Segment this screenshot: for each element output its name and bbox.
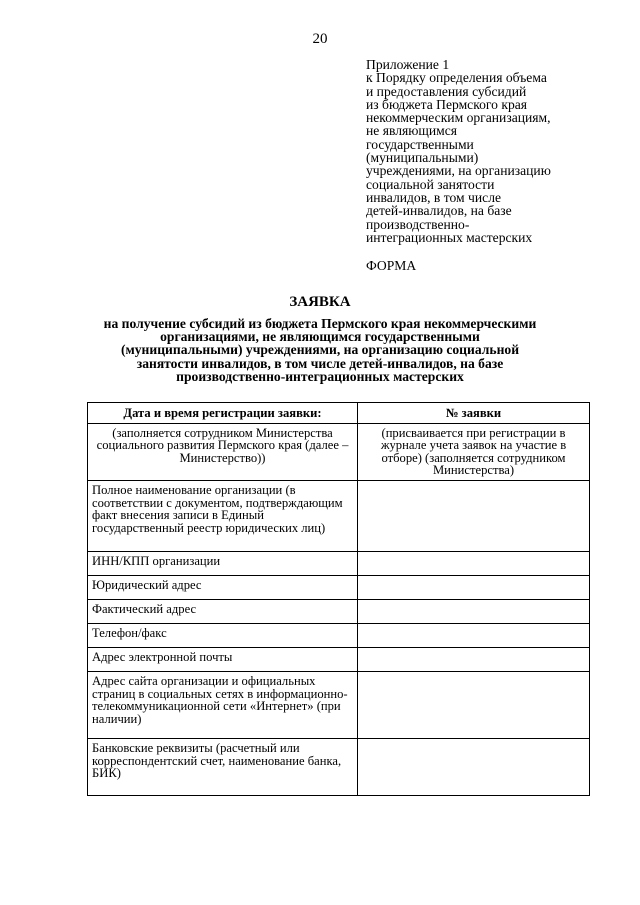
appendix-line: некоммерческим организациям, — [366, 110, 551, 126]
table-row — [88, 575, 590, 599]
field-label-bank-details: Банковские реквизиты (расчетный или корреспондентский счет, наименование банка, БИК) — [88, 738, 358, 795]
field-value-actual-address[interactable] — [358, 599, 590, 623]
table-row — [88, 671, 590, 738]
subtitle-line: на получение субсидий из бюджета Пермского края некоммерческими — [103, 316, 537, 331]
form-label: ФОРМА — [366, 258, 417, 273]
appendix-line: инвалидов, в том числе — [366, 189, 502, 205]
page-number: 20 — [312, 31, 328, 47]
subtitle-line: производственно-интеграционных мастерских — [176, 368, 464, 384]
table-row — [88, 738, 590, 795]
table-row — [88, 480, 590, 551]
appendix-line: детей-инвалидов, на базе — [366, 203, 512, 219]
appendix-line: производственно- — [366, 216, 470, 232]
appendix-line: Приложение 1 — [366, 57, 450, 72]
field-value-email[interactable] — [358, 647, 590, 671]
registration-note: (заполняется сотрудником Министерства социального развития Пермского края (далее – Министерство)) — [88, 423, 358, 480]
document-subtitle — [70, 317, 570, 383]
field-label-email: Адрес электронной почты — [88, 647, 358, 671]
field-value-full-name[interactable] — [358, 480, 590, 551]
table-row — [88, 623, 590, 647]
table-row — [88, 647, 590, 671]
field-label-actual-address: Фактический адрес — [88, 599, 358, 623]
document-title: ЗАЯВКА — [289, 294, 351, 310]
field-value-bank-details[interactable] — [358, 738, 590, 795]
field-value-website[interactable] — [358, 671, 590, 738]
field-value-legal-address[interactable] — [358, 575, 590, 599]
subtitle-line: занятости инвалидов, в том числе детей-инвалидов, на базе — [136, 355, 504, 371]
table-row — [88, 551, 590, 575]
table-row — [88, 599, 590, 623]
field-label-phone-fax: Телефон/факс — [88, 623, 358, 647]
subtitle-line: (муниципальными) учреждениями, на организацию социальной — [120, 342, 520, 358]
field-label-inn-kpp: ИНН/КПП организации — [88, 551, 358, 575]
appendix-block — [366, 58, 596, 244]
application-form-table — [87, 402, 590, 796]
application-number-note: (присваивается при регистрации в журнале учета заявок на участие в отборе) (заполняется сотрудником Министерства) — [358, 423, 590, 480]
subtitle-line: организациями, не являющимся государственными — [160, 329, 480, 345]
field-label-legal-address: Юридический адрес — [88, 575, 358, 599]
field-value-phone-fax[interactable] — [358, 623, 590, 647]
appendix-line: не являющимся — [366, 123, 458, 139]
appendix-line: из бюджета Пермского края — [366, 96, 528, 112]
field-value-inn-kpp[interactable] — [358, 551, 590, 575]
appendix-line: (муниципальными) — [366, 150, 479, 166]
appendix-line: к Порядку определения объема — [366, 70, 547, 86]
registration-datetime-header: Дата и время регистрации заявки: — [88, 403, 358, 424]
appendix-line: государственными — [366, 136, 474, 152]
table-header-row — [88, 403, 590, 424]
field-label-website: Адрес сайта организации и официальных страниц в социальных сетях в информационно-телекоммуникационной сети «Интернет» (при наличии) — [88, 671, 358, 738]
field-label-full-name: Полное наименование организации (в соответствии с документом, подтверждающим факт внесения записи в Единый государственный реестр юридических лиц) — [88, 480, 358, 551]
application-number-header: № заявки — [358, 403, 590, 424]
appendix-line: и предоставления субсидий — [366, 83, 527, 99]
table-note-row — [88, 423, 590, 480]
appendix-line: интеграционных мастерских — [366, 229, 533, 245]
appendix-line: социальной занятости — [366, 176, 495, 192]
appendix-line: учреждениями, на организацию — [366, 163, 551, 179]
